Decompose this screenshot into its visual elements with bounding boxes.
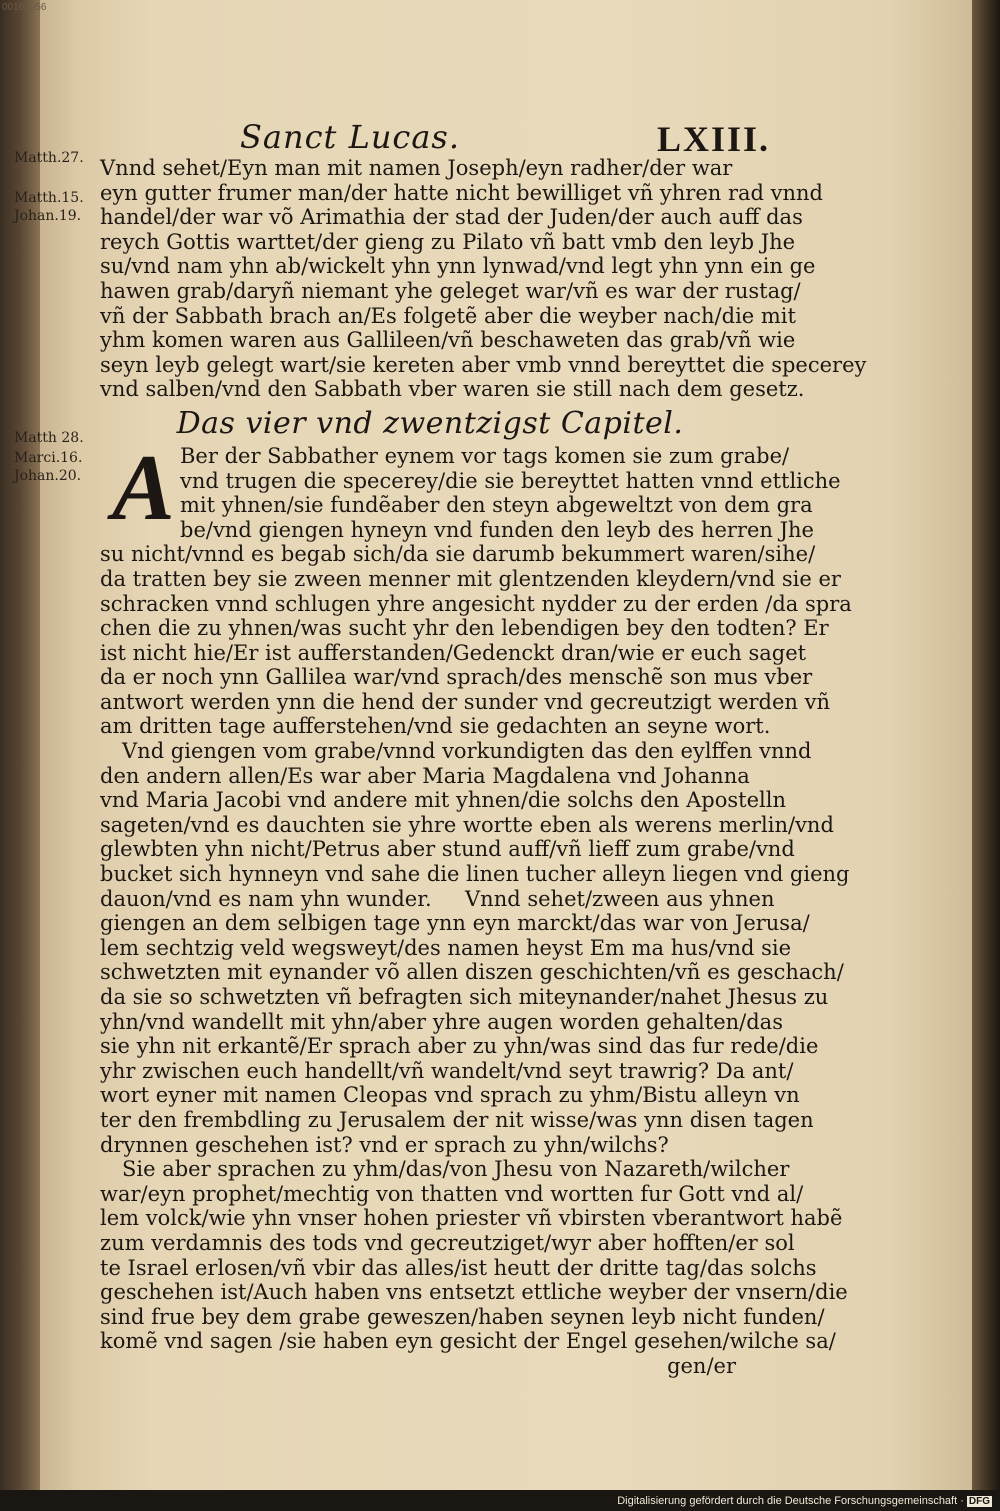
text-line: te Israel erlosen/vñ vbir das alles/ist heutt der dritte tag/das solchs — [100, 1255, 817, 1280]
folio-number: LXIII. — [656, 119, 770, 159]
text-line: seyn leyb gelegt wart/sie kereten aber vmb vnnd bereyttet die specerey — [100, 352, 867, 377]
chapter-opening — [100, 435, 841, 542]
text-line: da er noch ynn Gallilea war/vnd sprach/des menschẽ son mus vber — [100, 665, 813, 690]
text-line: schwetzten mit eynander võ allen diszen geschichten/vñ es geschach/ — [100, 960, 844, 985]
book-title: Sanct Lucas. — [240, 118, 461, 156]
text-line: am dritten tage aufferstehen/vnd sie gedachten an seyne wort. — [100, 714, 771, 739]
text-line: da tratten bey sie zween menner mit glentzenden kleydern/vnd sie er — [100, 566, 841, 591]
text-line: giengen an dem selbigen tage ynn eyn marckt/das war von Jerusa/ — [100, 911, 810, 936]
margin-note: Matth.15. — [14, 190, 84, 206]
text-line: bucket sich hynneyn vnd sahe die linen tucher alleyn liegen vnd gieng — [100, 862, 850, 887]
text-line: handel/der war võ Arimathia der stad der Juden/der auch auff das — [100, 205, 803, 230]
text-line: chen die zu yhnen/was sucht yhr den lebendigen bey den todten? Er — [100, 616, 829, 641]
text-line: komẽ vnd sagen /sie haben eyn gesicht der Engel gesehen/wilche sa/ — [100, 1329, 836, 1354]
funding-credit: Digitalisierung gefördert durch die Deutsche Forschungsgemeinschaft · — [617, 1495, 964, 1507]
text-line: eyn gutter frumer man/der hatte nicht bewilliget vñ yhren rad vnnd — [100, 180, 824, 205]
text-line: den andern allen/Es war aber Maria Magdalena vnd Johanna — [100, 763, 750, 788]
text-line: da sie so schwetzten vñ befragten sich miteynander/nahet Jhesus zu — [100, 985, 829, 1009]
text-line: ter den frembdling zu Jerusalem der nit wisse/was ynn disen tagen — [100, 1107, 814, 1132]
text-line: lem volck/wie yhn vnser hohen priester vñ vbirsten vberantwort habẽ — [100, 1206, 843, 1231]
text-line: war/eyn prophet/mechtig von thatten vnd wortten fur Gott vnd al/ — [100, 1181, 804, 1206]
text-line: glewbten yhn nicht/Petrus aber stund auff/vñ lieff zum grabe/vnd — [100, 837, 795, 862]
initial-capital: A — [112, 435, 175, 540]
text-line: antwort werden ynn die hend der sunder vnd gecreutzigt werden vñ — [100, 689, 831, 714]
text-line: wort eyner mit namen Cleopas vnd sprach zu yhm/Bistu alleyn vn — [100, 1083, 800, 1108]
text-line: yhm komen waren aus Gallileen/vñ beschaweten das grab/vñ wie — [100, 328, 796, 353]
margin-note: Matth 28. — [14, 430, 84, 446]
scan-id: 00163956 — [2, 2, 47, 13]
text-line: Ber der Sabbather eynem vor tags komen sie zum grabe/ — [180, 443, 790, 468]
text-line: su nicht/vnnd es begab sich/da sie darumb bekummert waren/sihe/ — [100, 542, 816, 567]
text-line: geschehen ist/Auch haben vns entsetzt ettliche weyber der vnsern/die — [100, 1280, 848, 1305]
text-line: vñ der Sabbath brach an/Es folgetẽ aber die weyber nach/die mit — [100, 303, 796, 328]
text-line: zum verdamnis des tods vnd gecreutziget/wyr aber hofften/er sol — [100, 1230, 795, 1255]
catchword: gen/er — [667, 1353, 736, 1378]
text-line: ist nicht hie/Er ist aufferstanden/Gedenckt dran/wie er euch saget — [100, 640, 807, 665]
text-line: be/vnd giengen hyneyn vnd funden den leyb des herren Jhe — [180, 517, 814, 542]
text-line: vnd trugen die specerey/die sie bereyttet hatten vnnd ettliche — [180, 468, 841, 493]
text-line: reych Gottis warttet/der gieng zu Pilato vñ batt vmb den leyb Jhe — [100, 229, 796, 254]
text-block — [100, 156, 867, 1379]
text-line: Vnnd sehet/Eyn man mit namen Joseph/eyn radher/der war — [100, 156, 733, 180]
margin-note: Marci.16. — [14, 450, 83, 466]
text-line: su/vnd nam yhn ab/wickelt yhn ynn lynwad/vnd legt yhn ynn ein ge — [100, 254, 816, 279]
text-line: sageten/vnd es dauchten sie yhre wortte eben als werens merlin/vnd — [100, 812, 834, 837]
text-line: dauon/vnd es nam yhn wunder. Vnnd sehet/zween aus yhnen — [100, 886, 775, 911]
text-line: vnd Maria Jacobi vnd andere mit yhnen/die solchs den Apostelln — [100, 788, 786, 813]
page-edge — [972, 0, 1000, 1490]
text-line: yhn/vnd wandellt mit yhn/aber yhre augen worden gehalten/das — [100, 1009, 783, 1034]
margin-note: Johan.19. — [14, 208, 82, 224]
dfg-logo: DFG — [968, 1496, 990, 1507]
margin-note: Matth.27. — [14, 150, 84, 166]
margin-note: Johan.20. — [14, 468, 82, 484]
text-line: Vnd giengen vom grabe/vnnd vorkundigten das den eylffen vnnd — [122, 739, 812, 764]
chapter-heading: Das vier vnd zwentzigst Capitel. — [176, 405, 684, 441]
text-line: hawen grab/daryñ niemant yhe geleget war/vñ es war der rustag/ — [100, 278, 801, 303]
footer-credit — [617, 1495, 992, 1507]
text-line: sind frue bey dem grabe geweszen/haben seynen leyb nicht funden/ — [100, 1304, 825, 1329]
text-line: schracken vnnd schlugen yhre angesicht nydder zu der erden /da spra — [100, 591, 852, 616]
text-line: lem sechtzig veld wegsweyt/des namen heyst Em ma hus/vnd sie — [100, 935, 792, 960]
text-line: drynnen geschehen ist? vnd er sprach zu yhn/wilchs? — [100, 1132, 669, 1157]
text-line: mit yhnen/sie fundẽaber den steyn abgeweltzt von dem gra — [180, 493, 813, 518]
text-line: sie yhn nit erkantẽ/Er sprach aber zu yhn/was sind das fur rede/die — [100, 1034, 819, 1059]
text-line: vnd salben/vnd den Sabbath vber waren sie still nach dem gesetz. — [100, 377, 805, 402]
text-line: yhr zwischen euch handellt/vñ wandelt/vnd seyt trawrig? Da ant/ — [100, 1058, 794, 1083]
text-line: Sie aber sprachen zu yhm/das/von Jhesu von Nazareth/wilcher — [122, 1157, 790, 1182]
